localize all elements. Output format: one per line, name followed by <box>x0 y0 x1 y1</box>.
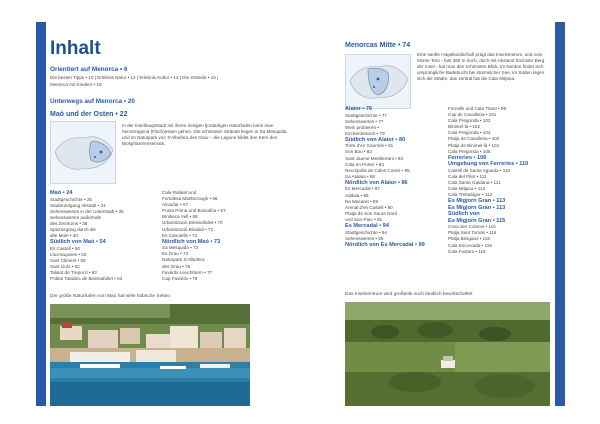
toc-entry[interactable]: Sa Atalaia • 86 <box>345 173 375 179</box>
toc-entry[interactable]: Sehenswertes außerhalb <box>50 214 102 220</box>
toc-entry[interactable]: Es Grau • 74 <box>162 251 189 257</box>
toc-entry[interactable]: Cala Escorxada • 116 <box>448 242 492 248</box>
toc-entry[interactable]: Umgebung von Ferreries • 110 <box>448 161 529 168</box>
toc-entry[interactable]: Stadtgeschichte • 94 <box>345 229 387 235</box>
toc-entry[interactable]: Nördlich von Alaior • 86 <box>345 179 408 186</box>
toc-entry[interactable]: Cala Pregonda • 103 <box>448 118 491 124</box>
harbour-photo-illustration <box>50 304 250 406</box>
toc-entry[interactable]: Ferreries • 106 <box>448 154 487 161</box>
toc-entry[interactable]: Sant Climent • 59 <box>50 257 86 263</box>
countryside-photo-illustration <box>345 302 550 406</box>
toc-entry[interactable]: Binibeca Vell • 68 <box>162 214 198 220</box>
section-heading-unterwegs[interactable]: Unterwegs auf Menorca • 20 <box>50 98 135 105</box>
toc-entry[interactable]: Sehenswertes • 77 <box>345 118 384 124</box>
toc-entry[interactable]: Na Macaret • 89 <box>345 198 379 204</box>
toc-entry[interactable]: Cala Trebalúger • 112 <box>448 192 493 198</box>
toc-entry[interactable]: Llucmaçanes • 53 <box>50 251 87 257</box>
left-page <box>50 22 305 406</box>
toc-entry[interactable]: Alcaufar • 67 <box>162 202 189 208</box>
toc-entry[interactable]: Nördlich von Es Mercadal • 99 <box>345 241 425 248</box>
toc-entry[interactable]: Cap Favàritx • 78 <box>162 275 198 281</box>
toc-entry[interactable]: Wein probieren • <box>345 124 379 130</box>
chapter-heading-mao[interactable]: Maó und der Osten • 22 <box>50 111 128 118</box>
toc-entry[interactable]: Platja Sant Tomàs • 116 <box>448 230 497 236</box>
section-links-line-2[interactable]: Menorca mit Kindern • 18 <box>50 82 102 87</box>
toc-entry[interactable]: und Son Parc • 91 <box>345 216 383 222</box>
toc-columns-mitte <box>345 106 550 255</box>
toc-entry[interactable]: Urbanització Binidalí • 71 <box>162 226 214 232</box>
toc-entry[interactable]: Platja de Cavalleria • 102 <box>448 136 500 142</box>
toc-entry[interactable]: Platja de Son Saura Nord <box>345 210 398 216</box>
toc-entry[interactable]: Naturpark S'Albufera <box>162 257 205 263</box>
toc-entry[interactable]: Talaiot de Trepucó • 63 <box>50 270 97 276</box>
toc-entry[interactable]: Sehenswertes in der Unterstadt • 35 <box>50 208 124 214</box>
toc-entry[interactable]: Alaior • 76 <box>345 106 373 112</box>
right-page-edge-band <box>555 22 565 406</box>
right-page <box>345 22 550 406</box>
section-links-line-1[interactable]: Die besten Tipps • 10 | Erlebnis Natur • 12 | Erlebnis Kultur • 14 | Die Strände • 16 | <box>50 75 219 80</box>
toc-entry[interactable]: Platja Binigaus • 116 <box>448 236 490 242</box>
toc-entry[interactable]: Stadtrundgang Altstadt • 31 <box>50 202 106 208</box>
left-page-edge-band <box>36 22 46 406</box>
toc-entry[interactable]: Südlich von <box>448 211 480 218</box>
toc-entry[interactable]: Sehenswertes • 95 <box>345 235 384 241</box>
toc-entry[interactable]: Fortalesa Marlborough • 66 <box>162 196 218 202</box>
toc-entry[interactable]: Platja de Binimel-là • 104 <box>448 142 500 148</box>
toc-entry[interactable]: Südlich von Alaior • 80 <box>345 136 406 143</box>
chapter-intro-mao: In der Inselhauptstadt mit ihrem riesigen fjordartigen Naturhafen kann man hervorragend (Fisch)essen gehen. Die schönsten Strände liegen in Sa Mesquida und im Naturpark von S'Albufera des Grau – die Lagune bildet den Kern des Biosphärenreservats. <box>122 123 287 147</box>
toc-entry[interactable]: Cova des Coloms • 115 <box>448 224 496 230</box>
toc-entry[interactable]: Castell de Santa Agueda • 110 <box>448 167 511 173</box>
toc-entry[interactable]: Sant Jaume Mediterrani • 83 <box>345 155 404 161</box>
countryside-photo <box>345 302 550 406</box>
toc-entry[interactable]: Urbanització Binissafullet • 70 <box>162 220 223 226</box>
toc-column-1 <box>345 106 448 255</box>
toc-entry[interactable]: Stadtgeschichte • 77 <box>345 112 387 118</box>
toc-entry[interactable]: Arenal d'en Castell • 90 <box>345 204 393 210</box>
toc-entry[interactable]: Es Migjorn Gran • 115 <box>448 217 506 224</box>
toc-column-1 <box>50 190 162 282</box>
toc-entry[interactable]: Favàritx-Leuchtturm • 77 <box>162 269 213 275</box>
toc-entry[interactable]: Es Mercadal • 87 <box>345 186 380 192</box>
toc-entry[interactable]: Cala Mitjana • 112 <box>448 186 486 192</box>
island-map-graphic <box>51 122 117 185</box>
toc-entry[interactable]: Südlich von Maó • 54 <box>50 239 106 246</box>
toc-entry[interactable]: Cala Fustam • 116 <box>448 248 486 254</box>
chapter-intro-mitte: Eine sanfte Hügellandschaft prägt das Inselzentrum, und vom Monte Toro - fast 360 m hoch, doch mit Abstand höchster Berg der Insel - hat man den schönsten Blick. Im Norden findet sich ursprüngliche Badebucht bei stürmischer See, im Süden legen sich die Städte, das zentral hat die Cala Mitjana. <box>417 52 545 82</box>
toc-entry[interactable]: Cap de Cavalleria • 101 <box>448 112 497 118</box>
toc-entry[interactable]: Maó • 24 <box>50 190 73 196</box>
toc-entry[interactable]: Es Canutells • 72 <box>162 232 198 238</box>
toc-entry[interactable]: Stadtgeschichte • 25 <box>50 196 92 202</box>
toc-entry[interactable]: Sa Mesquida • 73 <box>162 245 199 251</box>
toc-entry[interactable]: Poblat Talaiòtic de Binissafullet • 63 <box>50 276 123 282</box>
toc-column-2 <box>162 190 274 282</box>
photo-caption-mao: Der große Naturhafen von Maó hat viele hübsche Seiten <box>50 294 170 299</box>
toc-entry[interactable]: des Zentrums • 38 <box>50 220 88 226</box>
toc-entry[interactable]: Es Migjorn Gran • 113 <box>448 204 506 211</box>
toc-entry[interactable]: Cala Pregonda • 103 <box>448 130 491 136</box>
toc-entry[interactable]: Sant Lluís • 62 <box>50 263 80 269</box>
toc-entry[interactable]: Fornells und Cala Tirant • 99 <box>448 106 507 111</box>
region-map-east <box>50 121 116 184</box>
island-map-graphic <box>346 55 412 110</box>
toc-entry[interactable]: des Grau • 76 <box>162 263 191 269</box>
chapter-heading-menorcas-mitte[interactable]: Menorcas Mitte • 74 <box>345 42 411 49</box>
toc-entry[interactable]: Cala Pregonda • 105 <box>448 148 491 154</box>
toc-entry[interactable]: Es Mercadal • 94 <box>345 223 389 229</box>
toc-entry[interactable]: Spaziergang durch die <box>50 226 96 232</box>
toc-column-2 <box>448 106 550 255</box>
photo-caption-mitte: Das Inselzentrum wird großteils noch ländlich bewirtschaftet <box>345 292 473 297</box>
toc-entry[interactable]: Necròpolis de Cales Coves • 85 <box>345 167 410 173</box>
toc-entry[interactable]: Cala Santa Galdana • 111 <box>448 179 501 185</box>
toc-entry[interactable]: Addaia • 88 <box>345 192 369 198</box>
toc-entry[interactable]: Son Bou • 82 <box>345 149 372 155</box>
toc-entry[interactable]: Punta Prima und Binisafúa • 67 <box>162 208 226 214</box>
section-heading-orientiert[interactable]: Orientiert auf Menorca • 6 <box>50 66 128 73</box>
toc-entry[interactable]: Kirchenbesuch • 79 <box>345 130 385 136</box>
toc-entry[interactable]: Es Castell • 50 <box>50 245 80 251</box>
toc-columns-mao <box>50 190 274 282</box>
toc-entry[interactable]: Cala Rafalet und <box>162 190 197 195</box>
toc-entry[interactable]: Cala en Porter • 84 <box>345 161 384 167</box>
page-title: Inhalt <box>50 38 101 59</box>
toc-entry[interactable]: Torre d'en Gaumés • 81 <box>345 143 394 149</box>
harbour-photo <box>50 304 250 406</box>
toc-entry[interactable]: Cala del Pilar • 111 <box>448 173 487 179</box>
toc-entry[interactable]: Binimel-là • 102 <box>448 124 480 130</box>
toc-entry[interactable]: Nördlich von Maó • 73 <box>162 238 221 245</box>
toc-entry[interactable]: Es Migjorn Gran • 113 <box>448 198 506 205</box>
region-map-centre <box>345 54 411 109</box>
toc-entry[interactable]: alte Mole • 40 <box>50 233 78 239</box>
